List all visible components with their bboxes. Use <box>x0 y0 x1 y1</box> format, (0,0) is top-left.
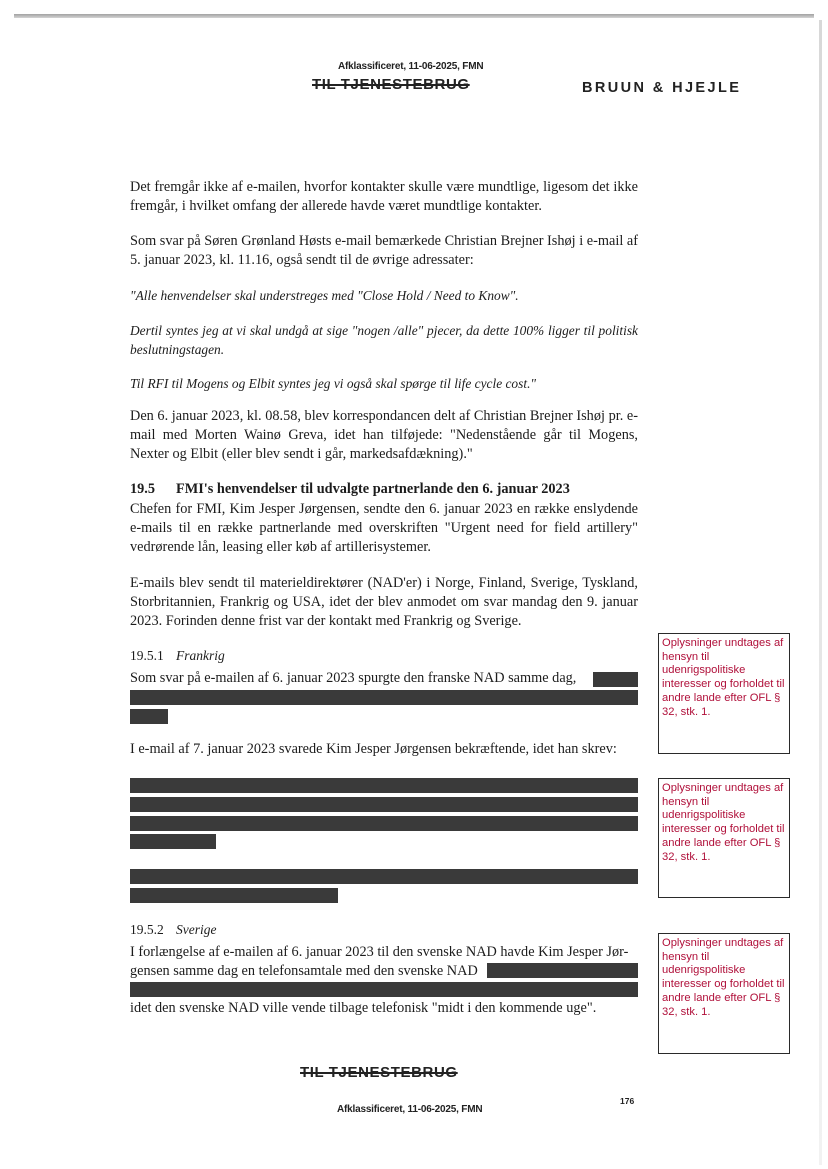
subsection-heading-frankrig <box>130 648 225 664</box>
paragraph-4: Chefen for FMI, Kim Jesper Jørgensen, sendte den 6. januar 2023 en række enslydende e-mails til en række partnerlande med overskriften "Urgent need for field artillery" vedrørende lån, leasing eller køb af artillerisystemer. <box>130 501 638 555</box>
paragraph-3: Den 6. januar 2023, kl. 08.58, blev korrespondancen delt af Christian Brejner Ishøj pr. e-mail med Morten Wainø Greva, idet han tilføjede: "Nedenstående går til Mogens, Nexter og Elbit (eller blev sendt i går, markedsafdækning)." <box>130 408 638 462</box>
paragraph-1: Det fremgår ikke af e-mailen, hvorfor kontakter skulle være mundtlige, ligesom det ikke fremgår, i hvilket omfang der allerede havde været mundtlige kontakter. <box>130 179 638 214</box>
redaction-bar <box>130 982 638 997</box>
classification-mark-bottom: TIL TJENESTEBRUG <box>300 1064 458 1081</box>
redaction-bar <box>130 797 638 812</box>
classification-mark-top: TIL TJENESTEBRUG <box>312 76 470 93</box>
redaction-bar <box>593 672 638 687</box>
quote-1: "Alle henvendelser skal understreges med "Close Hold / Need to Know". <box>130 288 519 303</box>
paragraph-7: I e-mail af 7. januar 2023 svarede Kim Jesper Jørgensen bekræftende, idet han skrev: <box>130 741 617 757</box>
paragraph-5: E-mails blev sendt til materieldirektører (NAD'er) i Norge, Finland, Sverige, Tyskland, Storbritannien, Frankrig og USA, idet der blev anmodet om svar mandag den 9. januar 2023. Forinden denne frist var der kontakt med Frankrig og Sverige. <box>130 575 638 629</box>
redaction-note: Oplysninger undtages af hensyn til udenrigspolitiske interesser og forholdet til andre lande efter OFL § 32, stk. 1. <box>658 778 790 898</box>
subsection-number: 19.5.1 <box>130 648 164 663</box>
declassified-stamp-bottom: Afklassificeret, 11-06-2025, FMN <box>337 1104 483 1115</box>
redaction-bar <box>487 963 638 978</box>
redaction-bar <box>130 834 216 849</box>
paragraph-8-line-1: I forlængelse af e-mailen af 6. januar 2023 til den svenske NAD havde Kim Jesper Jør- <box>130 944 629 960</box>
section-title: FMI's henvendelser til udvalgte partnerlande den 6. januar 2023 <box>176 481 570 497</box>
quote-3: Til RFI til Mogens og Elbit syntes jeg vi også skal spørge til life cycle cost." <box>130 376 537 391</box>
subsection-title: Frankrig <box>176 648 225 663</box>
redaction-bar <box>130 816 638 831</box>
redaction-bar <box>130 709 168 724</box>
redaction-note: Oplysninger undtages af hensyn til udenrigspolitiske interesser og forholdet til andre lande efter OFL § 32, stk. 1. <box>658 933 790 1054</box>
section-heading <box>130 481 570 498</box>
subsection-number: 19.5.2 <box>130 922 164 937</box>
paragraph-8-line-3: idet den svenske NAD ville vende tilbage telefonisk "midt i den kommende uge". <box>130 1000 597 1016</box>
quote-2: Dertil syntes jeg at vi skal undgå at sige "nogen /alle" pjecer, da dette 100% ligger til politisk beslutningstagen. <box>130 323 638 357</box>
redaction-bar <box>130 888 338 903</box>
firm-logo: BRUUN & HJEJLE <box>582 80 742 96</box>
paragraph-6: Som svar på e-mailen af 6. januar 2023 spurgte den franske NAD samme dag, <box>130 670 577 686</box>
subsection-title: Sverige <box>176 922 217 937</box>
subsection-heading-sverige <box>130 922 216 938</box>
page-number: 176 <box>620 1096 635 1106</box>
scan-edge-right <box>819 20 822 1165</box>
section-number: 19.5 <box>130 481 156 497</box>
redaction-bar <box>130 778 638 793</box>
redaction-note: Oplysninger undtages af hensyn til udenrigspolitiske interesser og forholdet til andre lande efter OFL § 32, stk. 1. <box>658 633 790 754</box>
scan-edge <box>14 14 814 18</box>
paragraph-8-line-2: gensen samme dag en telefonsamtale med den svenske NAD <box>130 963 478 979</box>
declassified-stamp-top: Afklassificeret, 11-06-2025, FMN <box>338 61 484 72</box>
redaction-bar <box>130 869 638 884</box>
paragraph-2: Som svar på Søren Grønland Høsts e-mail bemærkede Christian Brejner Ishøj i e-mail af 5. januar 2023, kl. 11.16, også sendt til de øvrige adressater: <box>130 233 638 268</box>
redaction-bar <box>130 690 638 705</box>
